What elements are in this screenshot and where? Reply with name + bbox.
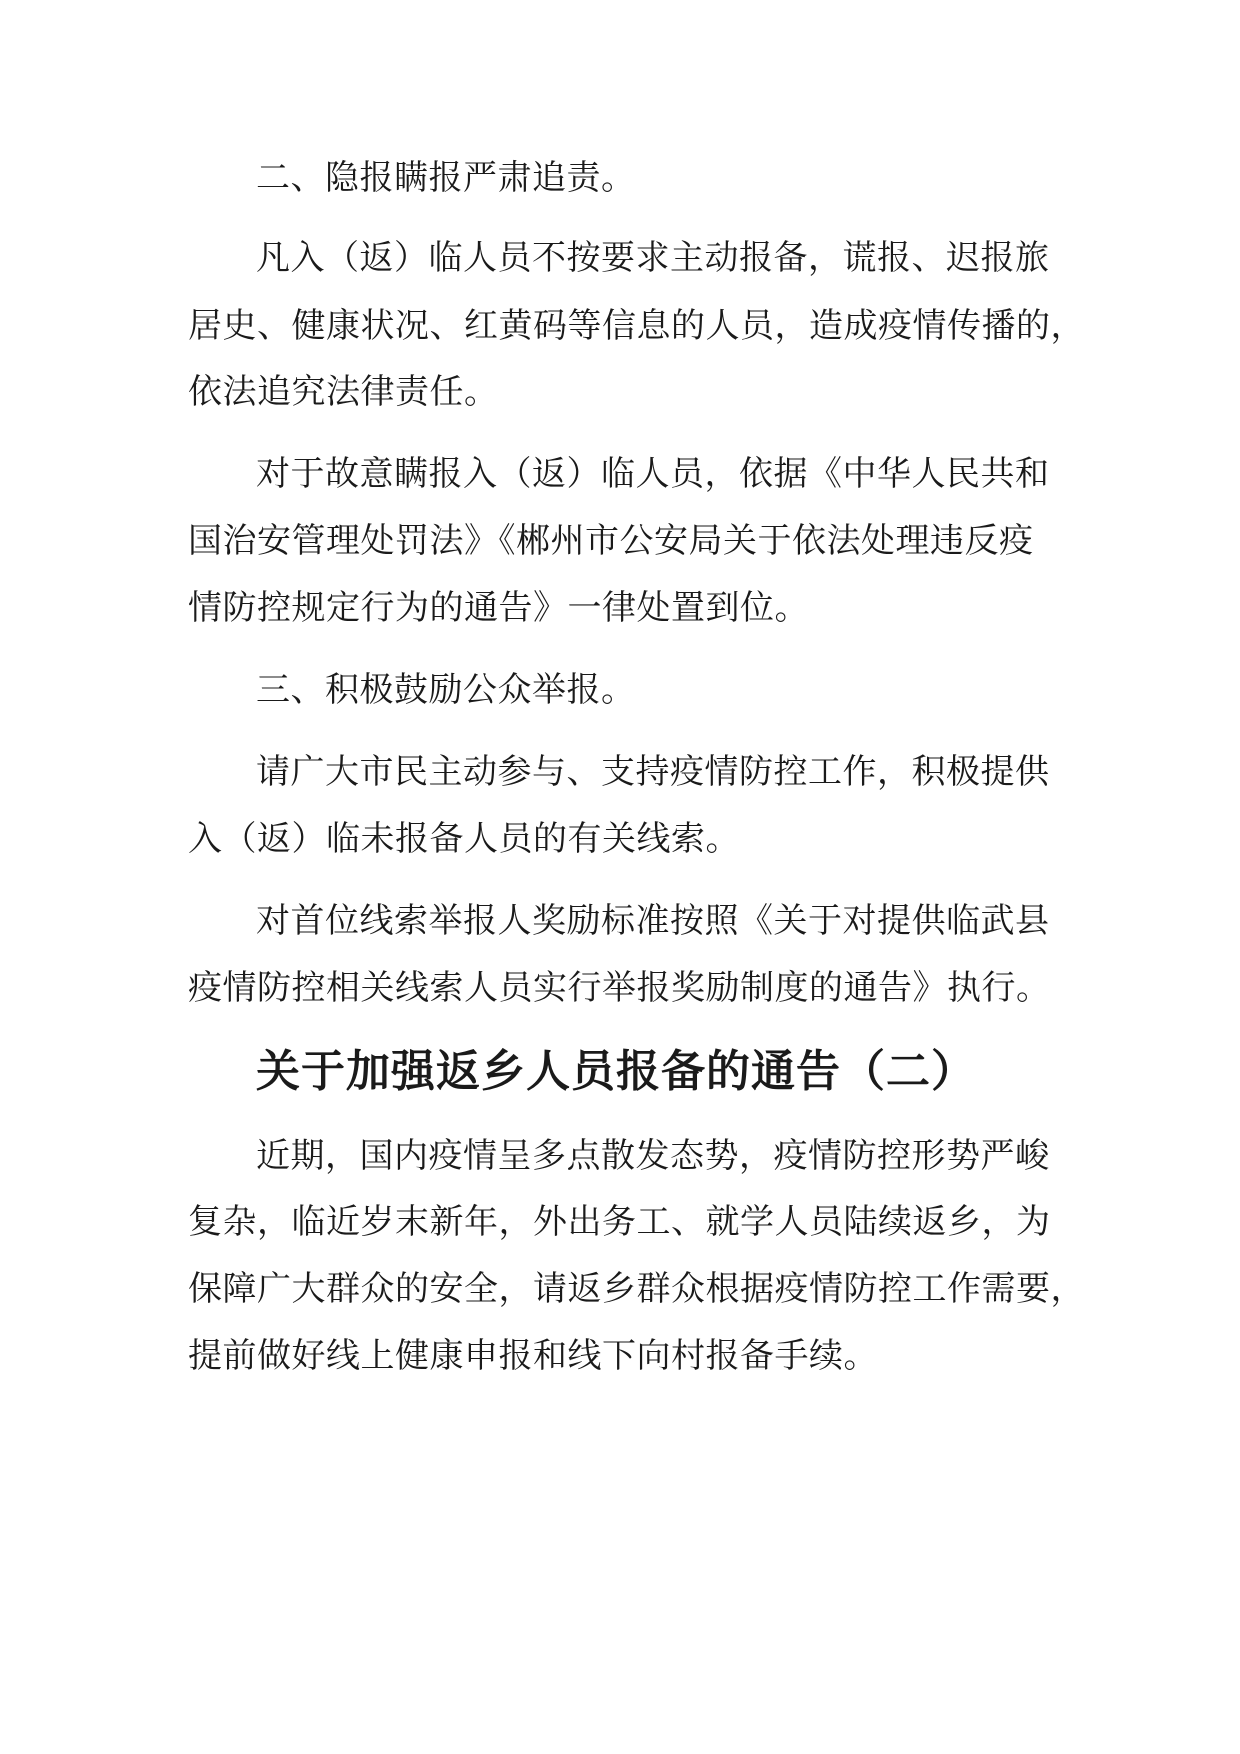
paragraph-line: 疫情防控相关线索人员实行举报奖励制度的通告》执行。 [188,968,1051,1008]
paragraph-line: 入（返）临未报备人员的有关线索。 [188,819,740,859]
notice-title: 关于加强返乡人员报备的通告（二） [256,1046,976,1097]
paragraph-line: 依法追究法律责任。 [188,372,499,412]
paragraph-line: 对首位线索举报人奖励标准按照《关于对提供临武县 [256,901,1050,941]
paragraph-line: 保障广大群众的安全，请返乡群众根据疫情防控工作需要， [188,1269,1085,1309]
paragraph-line: 对于故意瞒报入（返）临人员，依据《中华人民共和 [256,454,1050,494]
paragraph-line: 国治安管理处罚法》《郴州市公安局关于依法处理违反疫 [188,521,1034,561]
section-heading-3: 三、积极鼓励公众举报。 [256,670,636,710]
paragraph-line: 请广大市民主动参与、支持疫情防控工作，积极提供 [256,752,1050,792]
paragraph-line: 居史、健康状况、红黄码等信息的人员，造成疫情传播的， [188,306,1085,346]
paragraph-line: 凡入（返）临人员不按要求主动报备，谎报、迟报旅 [256,238,1050,278]
paragraph-line: 提前做好线上健康申报和线下向村报备手续。 [188,1336,878,1376]
section-heading-2: 二、隐报瞒报严肃追责。 [256,158,636,198]
paragraph-line: 近期，国内疫情呈多点散发态势，疫情防控形势严峻 [256,1136,1050,1176]
paragraph-line: 复杂，临近岁末新年，外出务工、就学人员陆续返乡，为 [188,1202,1051,1242]
paragraph-line: 情防控规定行为的通告》一律处置到位。 [188,588,809,628]
